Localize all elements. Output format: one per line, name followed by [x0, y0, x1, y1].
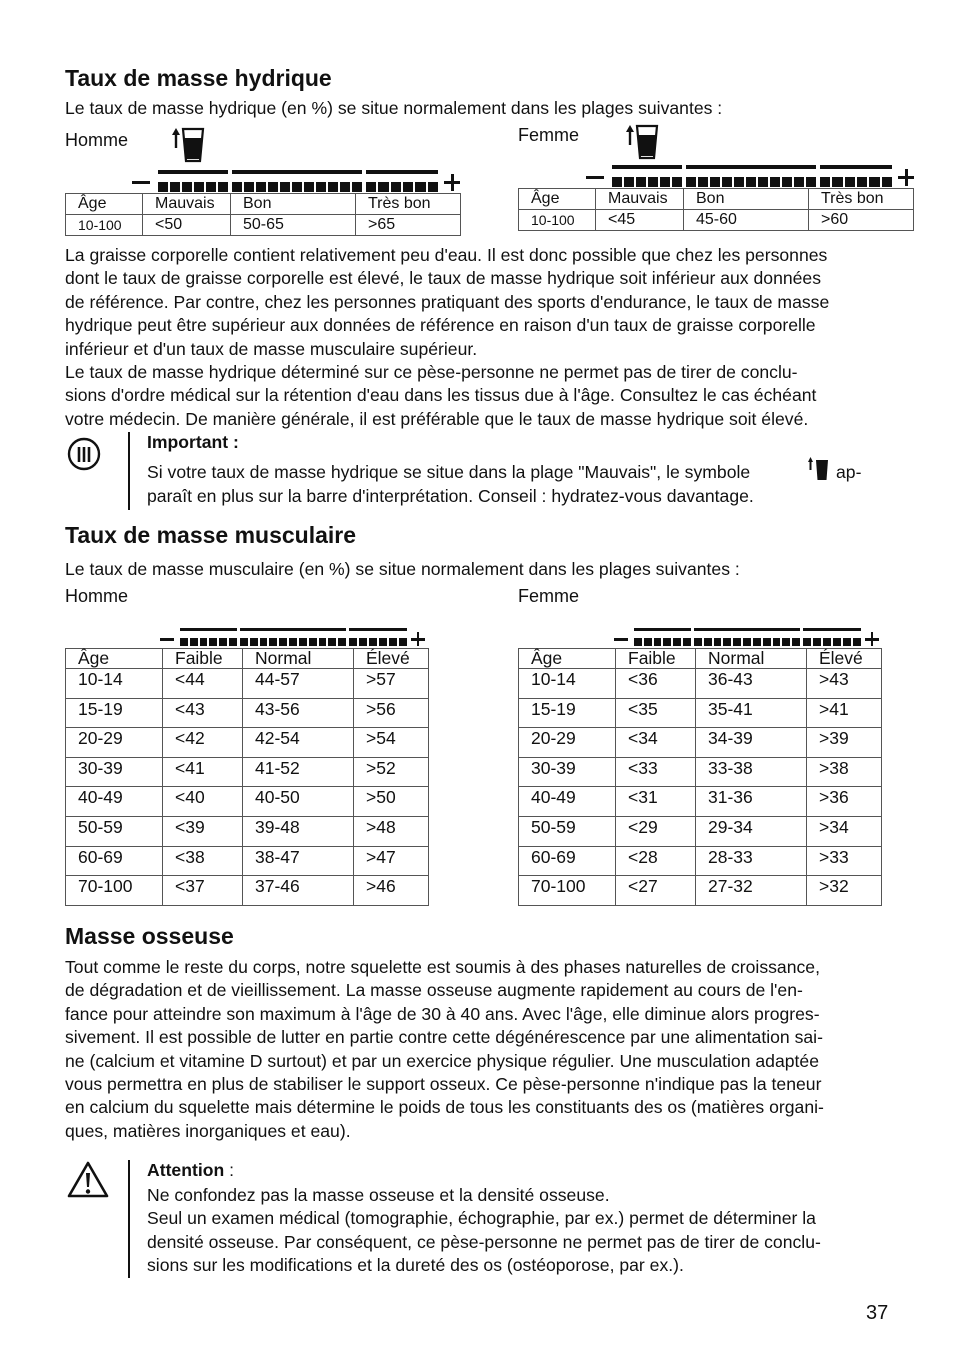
text-line: fance pour atteindre son maximum à l'âge de 30 à 40 ans. Avec l'âge, elle diminue alors progres-: [65, 1003, 820, 1024]
table-cell: >32: [807, 876, 882, 906]
muscle-heading: Taux de masse musculaire: [65, 522, 357, 548]
table-cell: 37-46: [243, 876, 354, 906]
table-row: [519, 669, 882, 699]
text-line: de dégradation et de vieillissement. La masse osseuse augmente rapidement au cours de l'en-: [65, 980, 803, 1001]
table-row: [66, 698, 429, 728]
water-body: [65, 244, 829, 431]
attention-body: [147, 1184, 821, 1278]
table-row: [66, 215, 461, 236]
table-cell: 35-41: [696, 698, 807, 728]
header-cell: Élevé: [354, 649, 429, 669]
text-line: densité osseuse. Par conséquent, ce pèse-personne ne permet pas de tirer de conclu-: [147, 1231, 821, 1252]
header-cell: Très bon: [356, 194, 461, 215]
table-cell: 42-54: [243, 728, 354, 758]
note-divider: [128, 432, 130, 510]
header-cell: Mauvais: [143, 194, 231, 215]
table-cell: 31-36: [696, 787, 807, 817]
table-cell: >36: [807, 787, 882, 817]
header-cell: Âge: [519, 649, 616, 669]
water-heading: Taux de masse hydrique: [65, 65, 332, 91]
table-cell: 60-69: [66, 846, 163, 876]
table-cell: <36: [616, 669, 696, 699]
water-glass-icon: [172, 126, 206, 164]
interpretation-bar: [132, 170, 462, 192]
bone-body: [65, 956, 824, 1143]
text-line: sivement. Il est possible de lutter en partie contre cette dégénérescence par une alimentation sai-: [65, 1027, 823, 1048]
header-cell: Normal: [696, 649, 807, 669]
header-cell: Âge: [66, 649, 163, 669]
table-cell: 38-47: [243, 846, 354, 876]
water-table-men: [65, 193, 461, 236]
text-line: inférieur et d'un taux de masse musculaire supérieur.: [65, 338, 478, 359]
interpretation-bar: [614, 628, 880, 646]
table-header-row: [66, 194, 461, 215]
table-cell: 36-43: [696, 669, 807, 699]
table-row: [519, 816, 882, 846]
table-cell: >65: [356, 215, 461, 236]
table-cell: 43-56: [243, 698, 354, 728]
table-row: [66, 728, 429, 758]
table-cell: <43: [163, 698, 243, 728]
text-line: hydrique peut être supérieur aux données de référence en raison d'un taux de graisse corporelle: [65, 315, 816, 336]
table-cell: <29: [616, 816, 696, 846]
header-cell: Normal: [243, 649, 354, 669]
table-cell: 27-32: [696, 876, 807, 906]
table-cell: 15-19: [66, 698, 163, 728]
text-line: Le taux de masse hydrique déterminé sur ce pèse-personne ne permet pas de tirer de conclu-: [65, 362, 798, 383]
text-line: sions sur les modifications et la dureté des os (ostéoporose, par ex.).: [147, 1255, 684, 1276]
text-line: Ne confondez pas la masse osseuse et la densité osseuse.: [147, 1185, 610, 1205]
header-cell: Bon: [684, 189, 809, 210]
header-cell: Âge: [519, 189, 596, 210]
table-row: [66, 816, 429, 846]
table-cell: >56: [354, 698, 429, 728]
table-cell: >57: [354, 669, 429, 699]
table-cell: <31: [616, 787, 696, 817]
water-women-label: Femme: [518, 125, 580, 145]
table-row: [519, 757, 882, 787]
table-cell: 20-29: [66, 728, 163, 758]
table-cell: 30-39: [519, 757, 616, 787]
table-cell: <42: [163, 728, 243, 758]
water-intro: Le taux de masse hydrique (en %) se situe normalement dans les plages suivantes :: [65, 98, 723, 118]
text-line: ques, matières inorganiques et eau).: [65, 1120, 351, 1141]
table-cell: 34-39: [696, 728, 807, 758]
table-cell: 20-29: [519, 728, 616, 758]
table-cell: 40-49: [66, 787, 163, 817]
table-cell: 70-100: [66, 876, 163, 906]
header-cell: Très bon: [809, 189, 914, 210]
table-cell: <50: [143, 215, 231, 236]
text-line: dont le taux de graisse corporelle est élevé, le taux de masse hydrique soit inférieur aux données: [65, 268, 821, 289]
header-cell: Élevé: [807, 649, 882, 669]
table-cell: <44: [163, 669, 243, 699]
important-text-end: ap-: [836, 462, 862, 482]
text-line: votre médecin. De manière générale, il est préférable que le taux de masse hydrique soit élevé.: [65, 408, 809, 429]
table-cell: 40-50: [243, 787, 354, 817]
table-cell: 10-14: [66, 669, 163, 699]
important-line: [147, 462, 750, 483]
water-table-women: [518, 188, 914, 231]
muscle-intro: Le taux de masse musculaire (en %) se situe normalement dans les plages suivantes :: [65, 559, 740, 579]
muscle-table-women: [518, 648, 882, 906]
text-line: de référence. Par contre, chez les personnes pratiquant des sports d'endurance, le taux de masse: [65, 291, 830, 312]
table-cell: 40-49: [519, 787, 616, 817]
table-header-row: [519, 189, 914, 210]
table-cell: >34: [807, 816, 882, 846]
table-cell: >47: [354, 846, 429, 876]
table-cell: >41: [807, 698, 882, 728]
info-icon: [66, 436, 102, 472]
table-cell: 39-48: [243, 816, 354, 846]
text-line: Seul un examen médical (tomographie, échographie, par ex.) permet de déterminer la: [147, 1208, 816, 1229]
table-cell: >38: [807, 757, 882, 787]
important-title: Important :: [147, 432, 239, 452]
interpretation-bar: [586, 165, 916, 187]
table-cell: >60: [809, 210, 914, 231]
table-cell: <34: [616, 728, 696, 758]
header-cell: Bon: [231, 194, 356, 215]
header-cell: Âge: [66, 194, 143, 215]
attention-title-line: [147, 1160, 234, 1181]
table-cell: 70-100: [519, 876, 616, 906]
page-number: 37: [866, 1302, 889, 1324]
interpretation-bar: [160, 628, 426, 646]
bone-heading: Masse osseuse: [65, 923, 234, 949]
table-cell: 60-69: [519, 846, 616, 876]
table-cell: 10-14: [519, 669, 616, 699]
table-row: [66, 757, 429, 787]
table-cell: <40: [163, 787, 243, 817]
header-cell: Faible: [163, 649, 243, 669]
table-cell: 30-39: [66, 757, 163, 787]
water-glass-icon: [626, 123, 660, 161]
important-line: paraît en plus sur la barre d'interprétation. Conseil : hydratez-vous davantage.: [147, 486, 754, 506]
table-row: [66, 846, 429, 876]
table-cell: 28-33: [696, 846, 807, 876]
table-cell: 41-52: [243, 757, 354, 787]
table-row: [66, 876, 429, 906]
table-header-row: [66, 649, 429, 669]
table-cell: <37: [163, 876, 243, 906]
table-cell: >54: [354, 728, 429, 758]
table-cell: 50-65: [231, 215, 356, 236]
table-cell: 44-57: [243, 669, 354, 699]
muscle-table-men: [65, 648, 429, 906]
table-cell: >46: [354, 876, 429, 906]
table-row: [519, 698, 882, 728]
note-divider: [128, 1160, 130, 1278]
table-cell: 45-60: [684, 210, 809, 231]
text-line: ne (calcium et vitamine D surtout) et par un exercice physique régulier. Une musculation adaptée: [65, 1050, 819, 1071]
table-cell: <33: [616, 757, 696, 787]
table-cell: >50: [354, 787, 429, 817]
table-row: [66, 787, 429, 817]
table-cell: 50-59: [66, 816, 163, 846]
text-line: vous permettra en plus de stabiliser le support osseux. Ce pèse-personne n'indique pas la teneur: [65, 1074, 822, 1095]
text-line: Tout comme le reste du corps, notre squelette est soumis à des phases naturelles de croissance,: [65, 957, 820, 977]
table-row: [519, 728, 882, 758]
water-glass-icon: [808, 456, 830, 482]
table-cell: >39: [807, 728, 882, 758]
table-cell: <28: [616, 846, 696, 876]
table-cell: >33: [807, 846, 882, 876]
header-cell: Faible: [616, 649, 696, 669]
table-cell: 10-100: [519, 210, 596, 231]
text-line: en calcium du squelette mais détermine le poids de tous les constituants des os (matières organi-: [65, 1097, 824, 1118]
attention-colon: :: [224, 1160, 234, 1180]
text-line: sions d'ordre médical sur la rétention d'eau dans les tissus due à l'âge. Consultez le cas échéant: [65, 385, 817, 406]
table-cell: 29-34: [696, 816, 807, 846]
table-cell: <45: [596, 210, 684, 231]
important-text: Si votre taux de masse hydrique se situe dans la plage "Mauvais", le symbole: [147, 462, 751, 482]
warning-icon: [66, 1160, 110, 1200]
table-cell: >48: [354, 816, 429, 846]
table-cell: <38: [163, 846, 243, 876]
table-cell: <35: [616, 698, 696, 728]
table-row: [519, 787, 882, 817]
table-row: [66, 669, 429, 699]
table-row: [519, 876, 882, 906]
table-cell: <39: [163, 816, 243, 846]
table-cell: >52: [354, 757, 429, 787]
table-cell: <41: [163, 757, 243, 787]
table-cell: 15-19: [519, 698, 616, 728]
table-cell: 10-100: [66, 215, 143, 236]
attention-title: Attention: [147, 1160, 225, 1180]
muscle-women-label: Femme: [518, 586, 580, 606]
table-cell: <27: [616, 876, 696, 906]
muscle-men-label: Homme: [65, 586, 129, 606]
water-men-label: Homme: [65, 130, 129, 150]
table-row: [519, 846, 882, 876]
header-cell: Mauvais: [596, 189, 684, 210]
table-row: [519, 210, 914, 231]
table-cell: >43: [807, 669, 882, 699]
table-cell: 33-38: [696, 757, 807, 787]
table-cell: 50-59: [519, 816, 616, 846]
text-line: La graisse corporelle contient relativement peu d'eau. Il est donc possible que chez les personnes: [65, 245, 828, 265]
table-header-row: [519, 649, 882, 669]
